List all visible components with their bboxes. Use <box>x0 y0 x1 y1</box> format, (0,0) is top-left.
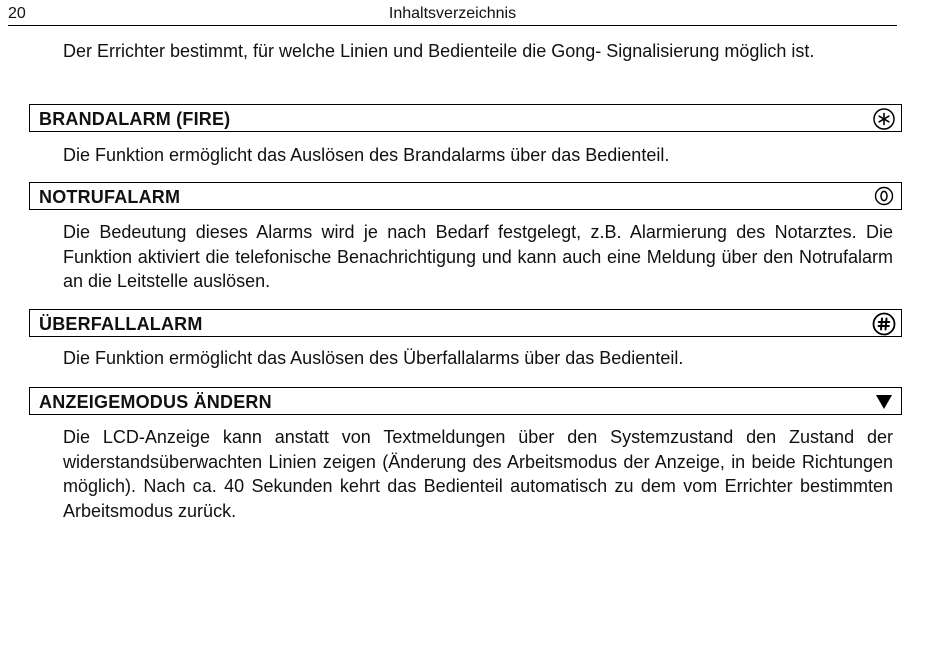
zero-circle-icon <box>872 185 896 209</box>
section-bar-notrufalarm <box>29 182 902 210</box>
section-title: ANZEIGEMODUS ÄNDERN <box>39 392 272 412</box>
header-title: Inhaltsverzeichnis <box>388 5 517 22</box>
section-bar-ueberfallalarm <box>29 309 902 337</box>
section-bar-anzeigemodus <box>29 387 902 415</box>
asterisk-circle-icon <box>872 107 896 131</box>
section-paragraph: Die Funktion ermöglicht das Auslösen des Überfallalarms über das Bedienteil. <box>63 348 684 368</box>
section-paragraph: Die LCD-Anzeige kann anstatt von Textmeldungen über den Systemzustand den Zustand der widerstandsüberwachten Linien zeigen (Änderung des Arbeitsmodus der Anzeige, in beide Richtungen möglich). Nach ca. 40 Sekunden kehrt das Bedienteil automatisch zu dem vom Errichter bestimmten Arbeitsmodus zurück. <box>63 427 893 521</box>
section-paragraph: Die Bedeutung dieses Alarms wird je nach Bedarf festgelegt, z.B. Alarmierung des Notarztes. Die Funktion aktiviert die telefonische Benachrichtigung und kann auch eine Meldung über den Notrufalarm an die Leitstelle auslösen. <box>63 222 893 291</box>
intro-paragraph: Der Errichter bestimmt, für welche Linien und Bedienteile die Gong- Signalisierung möglich ist. <box>63 41 815 61</box>
section-bar-brandalarm <box>29 104 902 132</box>
section-paragraph: Die Funktion ermöglicht das Auslösen des Brandalarms über das Bedienteil. <box>63 145 670 165</box>
hash-circle-icon <box>872 312 896 336</box>
section-title: NOTRUFALARM <box>39 187 181 207</box>
section-title: ÜBERFALLALARM <box>39 314 203 334</box>
section-title: BRANDALARM (FIRE) <box>39 109 231 129</box>
page-header <box>8 4 897 26</box>
page-number: 20 <box>8 5 26 22</box>
triangle-down-icon <box>872 390 896 414</box>
